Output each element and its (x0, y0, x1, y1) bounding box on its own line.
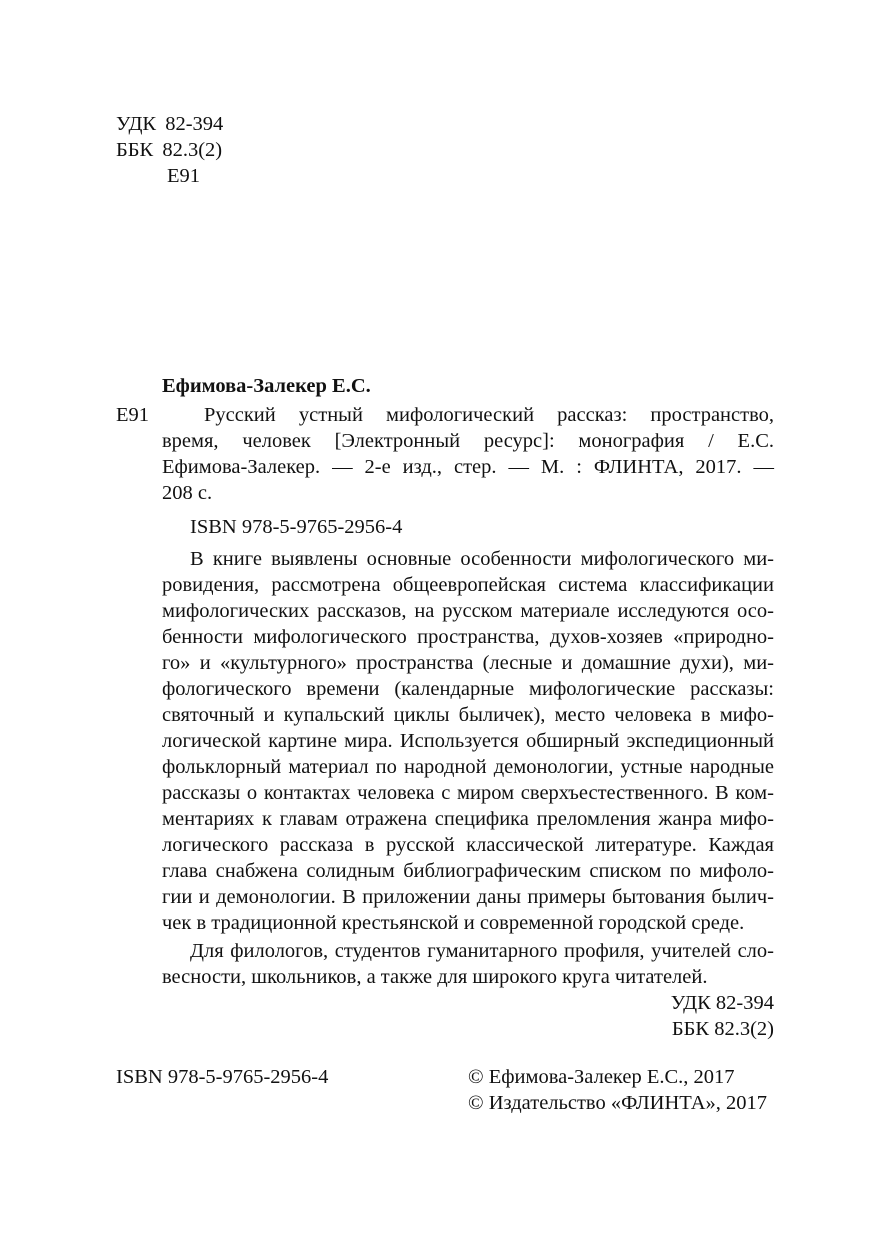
udk-label: УДК (116, 113, 157, 135)
udk-header (116, 111, 223, 137)
abstract-bbk: ББК 82.3(2) (671, 1018, 774, 1040)
bbk-value: 82.3(2) (162, 139, 223, 161)
desc-line: 208 с. (162, 482, 213, 504)
audience-line: весности, школьников, а также для широкого круга читателей. (162, 966, 708, 988)
desc-line: время, человек [Электронный ресурс]: монография / Е.С. (162, 430, 774, 452)
author-mark: Е91 (167, 165, 201, 187)
footer-isbn: ISBN 978-5-9765-2956-4 (116, 1066, 329, 1088)
abstract-line: го» и «культурного» пространства (лесные и домашние духи), ми- (162, 652, 774, 674)
entry-code: Е91 (116, 404, 150, 426)
copyright-author: © Ефимова-Залекер Е.С., 2017 (468, 1066, 735, 1088)
audience-line: Для филологов, студентов гуманитарного профиля, учителей сло- (190, 940, 774, 962)
bbk-header (116, 137, 222, 163)
udk-value: 82-394 (165, 113, 224, 135)
abstract-line: мифологических рассказов, на русском материале исследуются осо- (162, 600, 774, 622)
desc-line: Русский устный мифологический рассказ: пространство, (204, 404, 774, 426)
abstract-line: логического рассказа в русской классической литературе. Каждая (162, 834, 774, 856)
entry-isbn: ISBN 978-5-9765-2956-4 (190, 516, 403, 538)
bbk-label: ББК (116, 139, 154, 161)
copyright-publisher: © Издательство «ФЛИНТА», 2017 (468, 1092, 768, 1114)
abstract-line: фольклорный материал по народной демонологии, устные народные (162, 756, 774, 778)
abstract-udk: УДК 82-394 (670, 992, 774, 1014)
abstract-line: ровидения, рассмотрена общеевропейская система классификации (162, 574, 774, 596)
abstract-line: ментариях к главам отражена специфика преломления жанра мифо- (162, 808, 774, 830)
abstract-line: В книге выявлены основные особенности мифологического ми- (190, 548, 774, 570)
entry-author: Ефимова-Залекер Е.С. (162, 375, 371, 397)
abstract-line: чек в традиционной крестьянской и современной городской среде. (162, 912, 745, 934)
desc-line: Ефимова-Залекер. — 2-е изд., стер. — М. : ФЛИНТА, 2017. — (162, 456, 774, 478)
abstract-line: логической картине мира. Используется обширный экспедиционный (162, 730, 774, 752)
abstract-line: бенности мифологического пространства, духов-хозяев «природно- (162, 626, 774, 648)
abstract-line: святочный и купальский циклы быличек), место человека в мифо- (162, 704, 774, 726)
abstract-line: глава снабжена солидным библиографическим списком по мифоло- (162, 860, 774, 882)
abstract-line: гии и демонологии. В приложении даны примеры бытования былич- (162, 886, 774, 908)
abstract-line: рассказы о контактах человека с миром сверхъестественного. В ком- (162, 782, 774, 804)
abstract-line: фологического времени (календарные мифологические рассказы: (162, 678, 774, 700)
